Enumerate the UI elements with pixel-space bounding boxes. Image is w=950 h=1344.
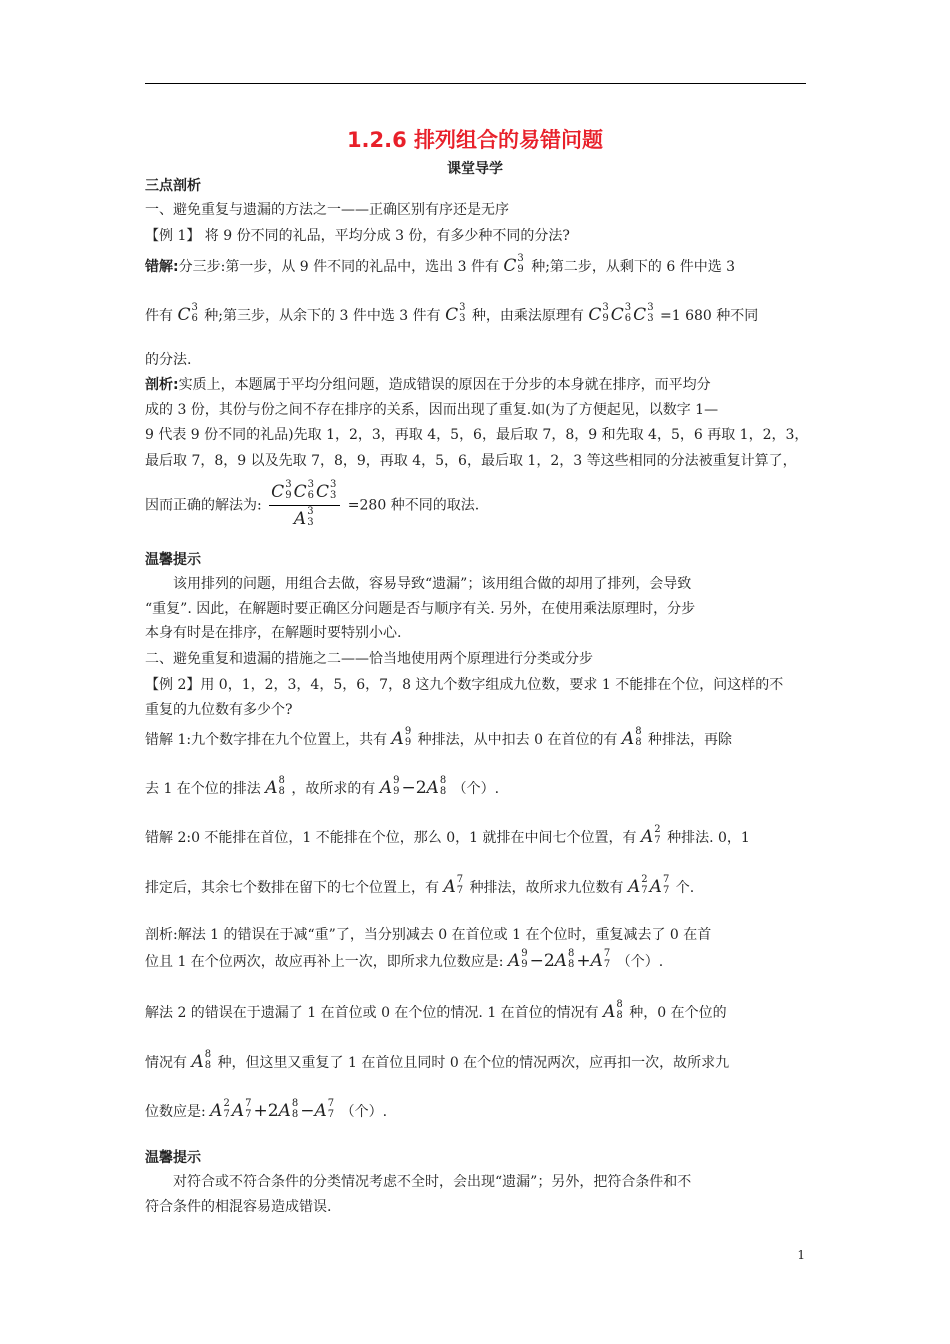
tip-line-3: 本身有时是在排序，在解题时要特别小心. bbox=[145, 625, 402, 641]
tip-2-line-1: 对符合或不符合条件的分类情况考虑不全时，会出现“遗漏”；另外，把符合条件和不 bbox=[173, 1174, 692, 1190]
page-number: 1 bbox=[797, 1248, 805, 1262]
tip-2-heading: 温馨提示 bbox=[145, 1150, 201, 1166]
wrong-solution-line-1: 错解:分三步:第一步，从 9 件不同的礼品中，选出 3 件有 C 3 9 种;第二步，从剩下的 6 件中选 3 bbox=[145, 252, 736, 276]
critique-line-1: 剖析:解法 1 的错误在于减“重”了，当分别减去 0 在首位或 1 在个位时，重复减去了 0 在首 bbox=[145, 927, 712, 943]
header-rule bbox=[145, 83, 806, 84]
math-c93: C 3 9 bbox=[503, 252, 524, 276]
analysis-line-4: 最后取 7，8，9 以及先取 7，8，9，再取 4，5，6，最后取 1，2，3 等这些相同的分法被重复计算了， bbox=[145, 453, 797, 469]
wrong-1-line-1: 错解 1:九个数字排在九个位置上，共有 A 9 9 种排法，从中扣去 0 在首位的有 A 8 8 种排法，再除 bbox=[145, 725, 733, 749]
page-title: 1.2.6 排列组合的易错问题 bbox=[346, 128, 604, 152]
page-subtitle: 课堂导学 bbox=[447, 161, 503, 177]
heading-2: 二、避免重复和遗漏的措施之二——恰当地使用两个原理进行分类或分步 bbox=[145, 651, 593, 667]
tip-2-line-2: 符合条件的相混容易造成错误. bbox=[145, 1199, 332, 1215]
critique-line-2: 位且 1 在个位两次，故应再补上一次，即所求九位数应是: A 9 9 −2A 8 8 +A 7 7 （个）. bbox=[145, 947, 664, 971]
wrong-1-line-2: 去 1 在个位的排法 A 8 8 ，故所求的有 A 9 9 −2A 8 8 （个）. bbox=[145, 774, 500, 798]
analysis-line-1: 剖析:实质上，本题属于平均分组问题，造成错误的原因在于分步的本身就在排序，而平均分 bbox=[145, 377, 711, 393]
heading-1: 一、避免重复与遗漏的方法之一——正确区别有序还是无序 bbox=[145, 202, 509, 218]
analysis-line-5: 因而正确的解法为: C 3 9 C 3 6 C 3 3 A 3 3 =280 种不同的取法. bbox=[145, 478, 480, 529]
critique-line-5: 位数应是: A 2 7 A 7 7 +2A 8 8 −A 7 7 （个）. bbox=[145, 1097, 388, 1121]
critique-line-4: 情况有 A 8 8 种，但这里又重复了 1 在首位且同时 0 在个位的情况两次，应再扣一次，故所求九 bbox=[145, 1048, 730, 1072]
tip-line-2: “重复”. 因此，在解题时要正确区分问题是否与顺序有关. 另外，在使用乘法原理时，分步 bbox=[145, 601, 696, 617]
wrong-solution-line-3: 的分法. bbox=[145, 352, 192, 368]
analysis-line-2: 成的 3 份，其份与份之间不存在排序的关系，因而出现了重复.如(为了方便起见，以数字 1— bbox=[145, 402, 719, 418]
analysis-line-3: 9 代表 9 份不同的礼品)先取 1，2，3，再取 4，5，6，最后取 7，8，9 和先取 4，5，6 再取 1，2，3， bbox=[145, 427, 809, 443]
wrong-2-line-1: 错解 2:0 不能排在首位，1 不能排在个位，那么 0，1 就排在中间七个位置，有 A 2 7 种排法. 0，1 bbox=[145, 823, 750, 847]
example-2-line-1: 【例 2】用 0，1，2，3，4，5，6，7，8 这九个数字组成九位数，要求 1 不能排在个位，问这样的不 bbox=[145, 677, 784, 693]
section-heading: 三点剖析 bbox=[145, 178, 201, 194]
example-1: 【例 1】 将 9 份不同的礼品，平均分成 3 份，有多少种不同的分法? bbox=[145, 228, 570, 244]
wrong-2-line-2: 排定后，其余七个数排在留下的七个位置上，有 A 7 7 种排法，故所求九位数有 A 2 7 A 7 7 个. bbox=[145, 873, 695, 897]
critique-line-3: 解法 2 的错误在于遗漏了 1 在首位或 0 在个位的情况. 1 在首位的情况有 A 8 8 种，0 在个位的 bbox=[145, 998, 727, 1022]
fraction-formula: C 3 9 C 3 6 C 3 3 A 3 3 bbox=[269, 482, 340, 529]
tip-heading: 温馨提示 bbox=[145, 552, 201, 568]
tip-line-1: 该用排列的问题，用组合去做，容易导致“遗漏”；该用组合做的却用了排列，会导致 bbox=[173, 576, 692, 592]
example-2-line-2: 重复的九位数有多少个? bbox=[145, 702, 293, 718]
wrong-solution-line-2: 件有 C 3 6 种;第三步，从余下的 3 件中选 3 件有 C 3 3 种，由乘法原理有 C 3 9 C 3 6 C 3 3 =1 680 种不同 bbox=[145, 301, 759, 325]
